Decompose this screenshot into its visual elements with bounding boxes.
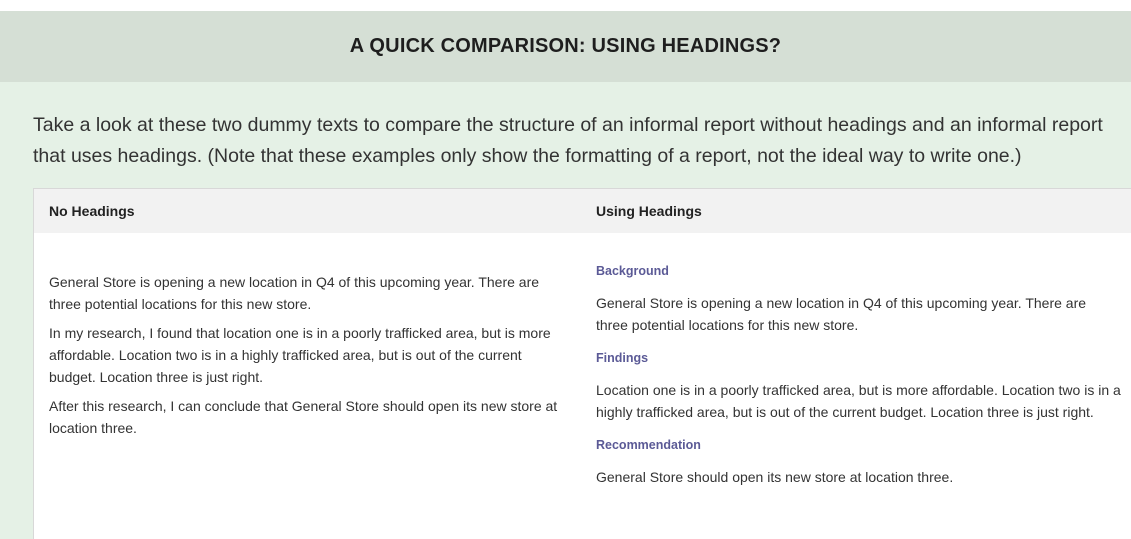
section-text: General Store should open its new store at location three. [596, 469, 954, 485]
comparison-table [33, 188, 1131, 539]
header-using-headings: Using Headings [596, 203, 702, 219]
header-no-headings: No Headings [49, 203, 135, 219]
paragraph: General Store is opening a new location in Q4 of this upcoming year. There are three potential locations for this new store. [49, 274, 540, 312]
section-background [596, 261, 1121, 336]
paragraph: In my research, I found that location one is in a poorly trafficked area, but is more affordable. Location two is in a highly trafficked area, but is out of the current budget. Location three is just right. [49, 325, 551, 385]
paragraph: After this research, I can conclude that General Store should open its new store at location three. [49, 398, 558, 436]
intro-text: Take a look at these two dummy texts to compare the structure of an informal report without headings and an informal report that uses headings. (Note that these examples only show the formatting of a report, not the ideal way to write one.) [33, 114, 1103, 167]
using-headings-column [596, 261, 1121, 500]
no-headings-column [49, 271, 569, 446]
title-bar [0, 11, 1131, 82]
section-heading: Findings [596, 351, 649, 365]
section-heading: Background [596, 264, 669, 278]
section-text: Location one is in a poorly trafficked area, but is more affordable. Location two is in a highly trafficked area, but is out of the current budget. Location three is just right. [596, 382, 1121, 420]
page-title: A QUICK COMPARISON: USING HEADINGS? [349, 35, 782, 57]
top-margin [0, 0, 1131, 11]
section-heading: Recommendation [596, 438, 701, 452]
table-header-row [34, 189, 1131, 233]
section-recommendation [596, 435, 1121, 488]
section-findings [596, 348, 1121, 423]
section-text: General Store is opening a new location in Q4 of this upcoming year. There are three potential locations for this new store. [596, 295, 1087, 333]
